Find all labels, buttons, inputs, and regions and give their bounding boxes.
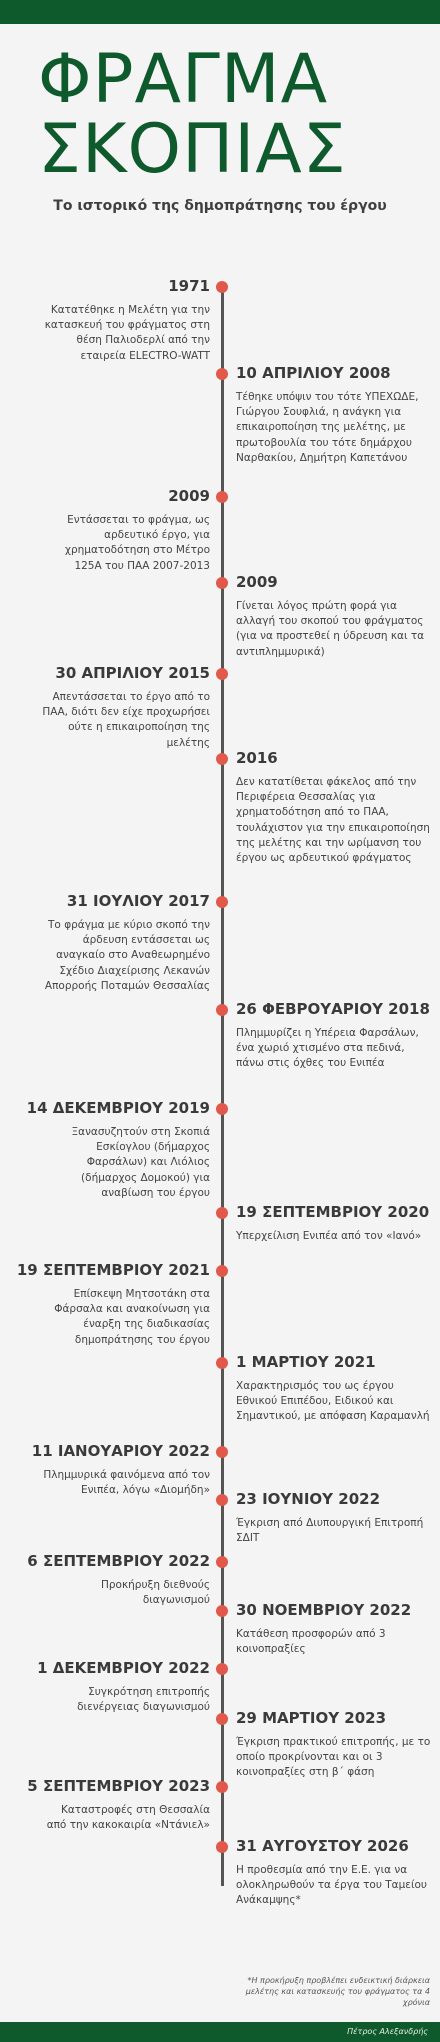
event-date: 23 ΙΟΥΝΙΟΥ 2022 xyxy=(236,1490,381,1508)
timeline-dot xyxy=(216,1663,228,1675)
timeline-dot xyxy=(216,753,228,765)
event-date: 2009 xyxy=(236,573,278,591)
timeline-dot xyxy=(216,896,228,908)
timeline-event xyxy=(236,1709,434,1781)
event-description: Έγκριση πρακτικού επιτροπής, με το οποίο προκρίνονται και οι 3 κοινοπραξίες στη β΄ φάση xyxy=(236,1736,431,1779)
event-date: 10 ΑΠΡΙΛΙΟΥ 2008 xyxy=(236,364,391,382)
timeline-event xyxy=(10,277,210,364)
timeline-event xyxy=(10,1261,210,1348)
event-date: 31 ΙΟΥΛΙΟΥ 2017 xyxy=(66,892,210,910)
timeline-dot xyxy=(216,1494,228,1506)
event-description: Πλημμυρικά φαινόμενα από τον Ενιπέα, λόγω «Διομήδη» xyxy=(43,1469,210,1497)
event-description: Πλημμυρίζει η Υπέρεια Φαρσάλων, ένα χωριό χτισμένο στα πεδινά, πάνω στις όχθες του Ενιπέα xyxy=(236,1027,419,1070)
event-date: 5 ΣΕΠΤΕΜΒΡΙΟΥ 2023 xyxy=(27,1777,210,1795)
event-description: Επίσκεψη Μητσοτάκη στα Φάρσαλα και ανακοίνωση για έναρξη της διαδικασίας δημοπράτησης του έργου xyxy=(54,1288,210,1346)
event-description: Ξανασυζητούν στη Σκοπιά Εσκίογλου (δήμαρχος Φαρσάλων) και Λιόλιος (δήμαρχος Δομοκού) για αναβίωση του έργου xyxy=(71,1126,210,1199)
event-description: Γίνεται λόγος πρώτη φορά για αλλαγή του σκοπού του φράγματος (για να προστεθεί η ύδρευση και τα αντιπλημμυρικά) xyxy=(236,600,425,658)
event-date: 1 ΔΕΚΕΜΒΡΙΟΥ 2022 xyxy=(37,1659,210,1677)
timeline-dot xyxy=(216,1841,228,1853)
event-description: Χαρακτηρισμός του ως έργου Εθνικού Επιπέδου, Ειδικού και Σημαντικού, με απόφαση Καραμανλή xyxy=(236,1380,430,1423)
author-credit: Πέτρος Αλεξανδρής xyxy=(347,2027,428,2036)
event-date: 1971 xyxy=(168,277,210,295)
timeline-dot xyxy=(216,577,228,589)
event-description: Καταστροφές στη Θεσσαλία από την κακοκαιρία «Ντάνιελ» xyxy=(46,1804,210,1832)
event-date: 19 ΣΕΠΤΕΜΒΡΙΟΥ 2020 xyxy=(236,1203,430,1221)
event-date: 30 ΝΟΕΜΒΡΙΟΥ 2022 xyxy=(236,1601,412,1619)
timeline-axis xyxy=(221,286,224,1886)
timeline-dot xyxy=(216,1556,228,1568)
event-description: Εντάσσεται το φράγμα, ως αρδευτικό έργο, για χρηματοδότηση στο Μέτρο 125Α του ΠΑΑ 2007-2013 xyxy=(64,514,210,572)
title-line-1: ΦΡΑΓΜΑ xyxy=(38,40,329,119)
timeline-dot xyxy=(216,1446,228,1458)
event-description: Προκήρυξη διεθνούς διαγωνισμού xyxy=(100,1579,210,1607)
timeline-event xyxy=(236,1000,434,1072)
event-date: 6 ΣΕΠΤΕΜΒΡΙΟΥ 2022 xyxy=(27,1552,210,1570)
event-date: 29 ΜΑΡΤΙΟΥ 2023 xyxy=(236,1709,387,1727)
event-date: 14 ΔΕΚΕΜΒΡΙΟΥ 2019 xyxy=(26,1099,210,1117)
timeline-event xyxy=(10,664,210,751)
event-date: 2016 xyxy=(236,749,278,767)
timeline-event xyxy=(236,1490,434,1546)
title-line-2: ΣΚΟΠΙΑΣ xyxy=(38,110,347,189)
footnote: *Η προκήρυξη προβλέπει ενδεικτική διάρκεια μελέτης και κατασκευής του φράγματος τα 4 χρόνια xyxy=(245,1976,430,2007)
event-description: Απεντάσσεται το έργο από το ΠΑΑ, διότι δεν είχε προχωρήσει ούτε η επικαιροποίηση της μελέτης xyxy=(42,691,210,749)
timeline-dot xyxy=(216,368,228,380)
timeline-event xyxy=(236,1203,434,1244)
timeline-event xyxy=(10,1099,210,1201)
timeline-event xyxy=(236,1837,434,1909)
event-description: Έγκριση από Διυπουργική Επιτροπή ΣΔΙΤ xyxy=(236,1517,424,1545)
event-description: Τέθηκε υπόψιν του τότε ΥΠΕΧΩΔΕ, Γιώργου Σουφλιά, η ανάγκη για επικαιροποίηση της μελέτης, με πρωτοβουλία του τότε δημάρχου Ναρθακίου, Δημήτρη Καπετάνου xyxy=(236,391,419,464)
timeline-event xyxy=(10,487,210,574)
timeline-dot xyxy=(216,1207,228,1219)
timeline-dot xyxy=(216,1605,228,1617)
timeline-event xyxy=(10,892,210,994)
timeline-event xyxy=(236,364,434,466)
event-date: 30 ΑΠΡΙΛΙΟΥ 2015 xyxy=(55,664,210,682)
timeline-event xyxy=(10,1777,210,1833)
subtitle: Το ιστορικό της δημοπράτησης του έργου xyxy=(53,198,387,214)
event-date: 11 ΙΑΝΟΥΑΡΙΟΥ 2022 xyxy=(31,1442,210,1460)
timeline-dot xyxy=(216,1265,228,1277)
timeline-dot xyxy=(216,668,228,680)
timeline-event xyxy=(236,1601,434,1657)
timeline-event xyxy=(10,1442,210,1498)
event-description: Κατάθεση προσφορών από 3 κοινοπραξίες xyxy=(236,1628,386,1656)
timeline-dot xyxy=(216,1781,228,1793)
event-description: Το φράγμα με κύριο σκοπό την άρδευση εντάσσεται ως αναγκαίο στο Αναθεωρημένο Σχέδιο Διαχείρισης Λεκανών Απορροής Ποταμών Θεσσαλίας xyxy=(44,919,210,992)
event-description: Συγκρότηση επιτροπής διενέργειας διαγωνισμού xyxy=(77,1686,210,1714)
timeline-dot xyxy=(216,1103,228,1115)
event-date: 2009 xyxy=(168,487,210,505)
timeline-dot xyxy=(216,281,228,293)
timeline-dot xyxy=(216,1004,228,1016)
timeline-dot xyxy=(216,1713,228,1725)
timeline-event xyxy=(10,1659,210,1715)
timeline-event xyxy=(10,1552,210,1608)
timeline-event xyxy=(236,573,434,660)
event-date: 19 ΣΕΠΤΕΜΒΡΙΟΥ 2021 xyxy=(16,1261,210,1279)
timeline-event xyxy=(236,749,434,866)
event-description: Κατατέθηκε η Μελέτη για την κατασκευή του φράγματος στη θέση Παλιοδερλί από την εταιρεία ELECTRO-WATT xyxy=(44,304,210,362)
event-description: Η προθεσμία από την Ε.Ε. για να ολοκληρωθούν τα έργα του Ταμείου Ανάκαμψης* xyxy=(236,1864,427,1907)
timeline-dot xyxy=(216,491,228,503)
timeline-event xyxy=(236,1353,434,1425)
timeline-dot xyxy=(216,1357,228,1369)
top-bar xyxy=(0,0,440,24)
event-date: 31 ΑΥΓΟΥΣΤΟΥ 2026 xyxy=(236,1837,409,1855)
event-description: Δεν κατατίθεται φάκελος από την Περιφέρεια Θεσσαλίας για χρηματοδότηση από το ΠΑΑ, τουλάχιστον για την επικαιροποίηση της μελέτης και την ωρίμανση του έργου ως αρδευτικού φράγματος xyxy=(236,776,430,865)
event-description: Υπερχείλιση Ενιπέα από τον «Ιανό» xyxy=(236,1230,422,1242)
event-date: 26 ΦΕΒΡΟΥΑΡΙΟΥ 2018 xyxy=(236,1000,430,1018)
event-date: 1 ΜΑΡΤΙΟΥ 2021 xyxy=(236,1353,376,1371)
